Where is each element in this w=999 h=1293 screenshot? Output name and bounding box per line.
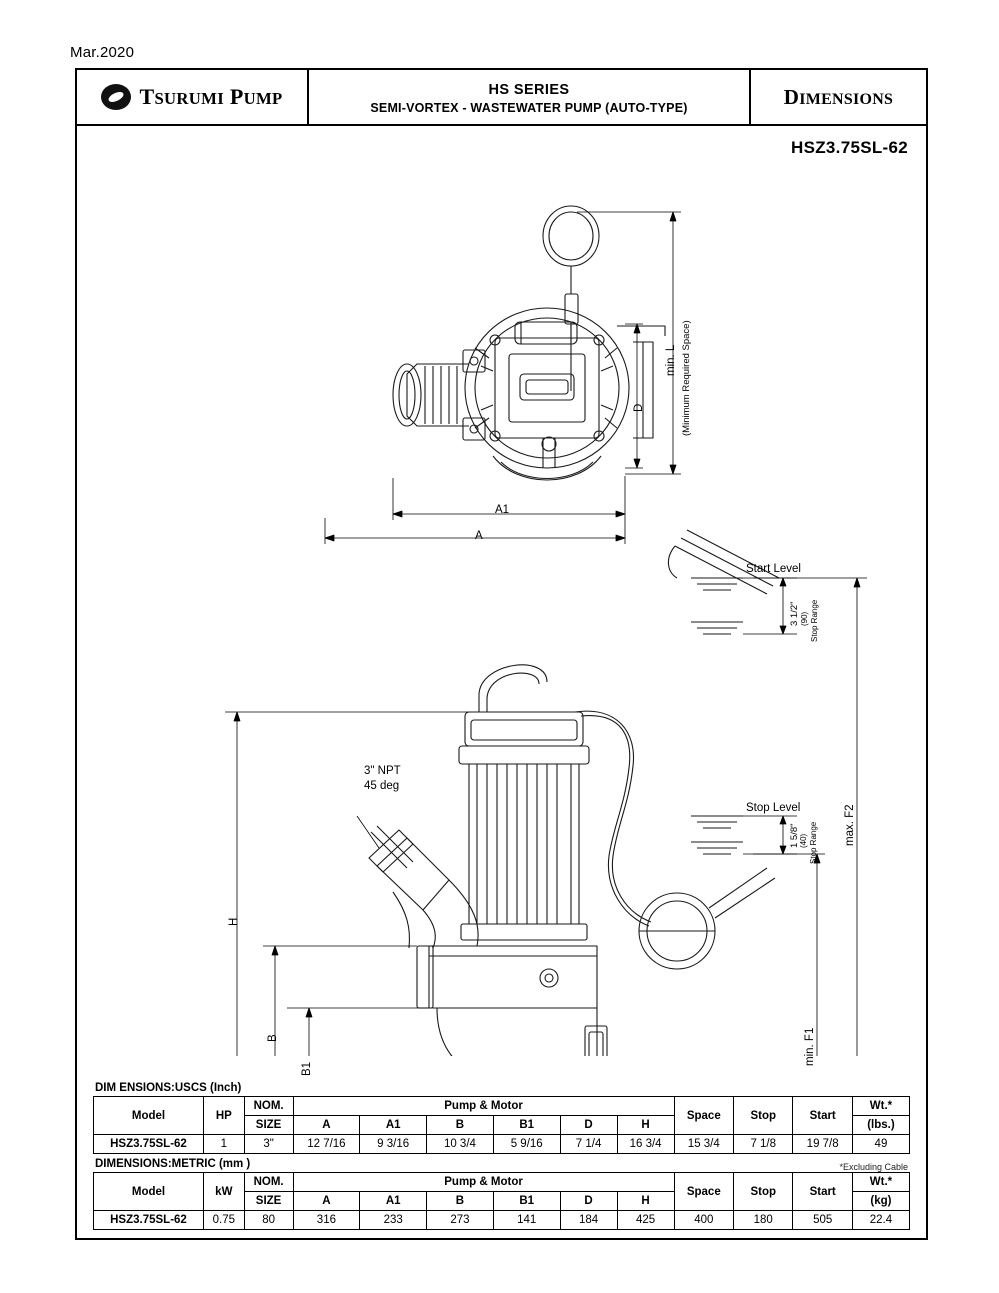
th-pump-motor: Pump & Motor	[293, 1097, 674, 1116]
cell-min-F1: 180	[734, 1211, 793, 1230]
th-weight: Wt.*	[852, 1097, 909, 1116]
dim-label-D: D	[633, 403, 645, 412]
cell-hp: 1	[203, 1135, 244, 1154]
cell-A1: 9 3/16	[360, 1135, 427, 1154]
table-header-row-1	[94, 1173, 910, 1192]
th-kw: kW	[203, 1173, 244, 1211]
th-H: H	[617, 1116, 674, 1135]
series-block	[309, 70, 751, 124]
th-stop: Stop	[734, 1097, 793, 1135]
cell-min-L: 400	[674, 1211, 733, 1230]
cell-nom-size: 80	[244, 1211, 293, 1230]
cell-A1: 233	[360, 1211, 427, 1230]
brand-name	[139, 84, 282, 110]
th-start: Start	[793, 1097, 852, 1135]
uscs-dimensions-table	[93, 1096, 910, 1154]
th-model: Model	[94, 1097, 204, 1135]
dim-label-B1: B1	[301, 1061, 313, 1076]
metric-dimensions-table	[93, 1172, 910, 1230]
series-title: HS SERIES	[488, 81, 570, 98]
th-weight: Wt.*	[852, 1173, 909, 1192]
stop-level-label: Stop Level	[746, 802, 801, 814]
cell-D: 184	[560, 1211, 617, 1230]
th-weight-unit: (kg)	[852, 1192, 909, 1211]
start-range-mm: (90)	[800, 611, 809, 626]
dim-label-min-L-note: (Minimum Required Space)	[681, 320, 692, 436]
stop-range-label: Stop Range	[809, 821, 818, 864]
th-A1: A1	[360, 1192, 427, 1211]
stop-range-mm: (40)	[799, 833, 808, 848]
cell-A: 316	[293, 1211, 360, 1230]
cell-max-F2: 19 7/8	[793, 1135, 852, 1154]
brand-block	[77, 70, 309, 124]
th-space: Space	[674, 1097, 733, 1135]
dim-label-A: A	[475, 530, 483, 542]
cell-B: 10 3/4	[427, 1135, 494, 1154]
drawing-area	[77, 126, 926, 1076]
th-A1: A1	[360, 1116, 427, 1135]
th-start: Start	[793, 1173, 852, 1211]
dim-label-A1: A1	[495, 504, 510, 516]
dim-label-min-L: min. L	[665, 344, 677, 376]
pump-line-drawing	[77, 126, 926, 1056]
th-pump-motor: Pump & Motor	[293, 1173, 674, 1192]
start-level-label: Start Level	[746, 563, 801, 575]
th-stop: Stop	[734, 1173, 793, 1211]
th-H: H	[617, 1192, 674, 1211]
cell-weight: 22.4	[852, 1211, 909, 1230]
sheet-type-block	[751, 70, 926, 124]
cell-H: 16 3/4	[617, 1135, 674, 1154]
cell-nom-size: 3"	[244, 1135, 293, 1154]
revision-date: Mar.2020	[70, 44, 135, 61]
cell-model: HSZ3.75SL-62	[94, 1135, 204, 1154]
stop-range-inch: 1 5/8"	[789, 823, 800, 848]
excluding-cable-note: *Excluding Cable	[839, 1162, 908, 1172]
start-range-inch: 3 1/2"	[789, 601, 800, 626]
cell-A: 12 7/16	[293, 1135, 360, 1154]
cell-H: 425	[617, 1211, 674, 1230]
brand-name-text: TSURUMI PUMP	[139, 84, 283, 109]
uscs-table-caption: DIM ENSIONS:USCS (Inch)	[95, 1082, 242, 1094]
dim-label-B: B	[267, 1034, 279, 1042]
cell-weight: 49	[852, 1135, 909, 1154]
th-nom: NOM.	[244, 1097, 293, 1116]
series-subtitle: SEMI-VORTEX - WASTEWATER PUMP (AUTO-TYPE)	[370, 100, 688, 115]
th-D: D	[560, 1116, 617, 1135]
th-hp: HP	[203, 1097, 244, 1135]
cell-D: 7 1/4	[560, 1135, 617, 1154]
sheet-type-label: DIMENSIONS	[783, 84, 894, 109]
cell-model: HSZ3.75SL-62	[94, 1211, 204, 1230]
th-model: Model	[94, 1173, 204, 1211]
cell-kw: 0.75	[203, 1211, 244, 1230]
th-size: SIZE	[244, 1116, 293, 1135]
cell-min-F1: 7 1/8	[734, 1135, 793, 1154]
title-bar	[77, 70, 926, 126]
th-B1: B1	[493, 1192, 560, 1211]
dim-label-min-F1: min. F1	[804, 1027, 816, 1066]
th-B: B	[427, 1116, 494, 1135]
th-B: B	[427, 1192, 494, 1211]
table-row	[94, 1135, 910, 1154]
cell-B1: 141	[493, 1211, 560, 1230]
discharge-label-line1: 3" NPT	[364, 765, 401, 777]
th-size: SIZE	[244, 1192, 293, 1211]
dim-label-max-F2: max. F2	[844, 804, 856, 846]
cell-min-L: 15 3/4	[674, 1135, 733, 1154]
dimension-tables	[77, 1078, 926, 1238]
table-row	[94, 1211, 910, 1230]
th-weight-unit: (lbs.)	[852, 1116, 909, 1135]
drawing-frame	[75, 68, 928, 1240]
th-A: A	[293, 1192, 360, 1211]
metric-table-caption: DIMENSIONS:METRIC (mm )	[95, 1158, 251, 1170]
th-nom: NOM.	[244, 1173, 293, 1192]
dim-label-H: H	[228, 917, 240, 926]
table-header-row-1	[94, 1097, 910, 1116]
cell-max-F2: 505	[793, 1211, 852, 1230]
th-A: A	[293, 1116, 360, 1135]
model-number: HSZ3.75SL-62	[791, 138, 908, 157]
th-D: D	[560, 1192, 617, 1211]
discharge-label-line2: 45 deg	[364, 780, 400, 792]
th-B1: B1	[493, 1116, 560, 1135]
th-space: Space	[674, 1173, 733, 1211]
cell-B: 273	[427, 1211, 494, 1230]
tsurumi-logo-icon	[101, 84, 131, 110]
cell-B1: 5 9/16	[493, 1135, 560, 1154]
start-range-label: Stop Range	[810, 599, 819, 642]
